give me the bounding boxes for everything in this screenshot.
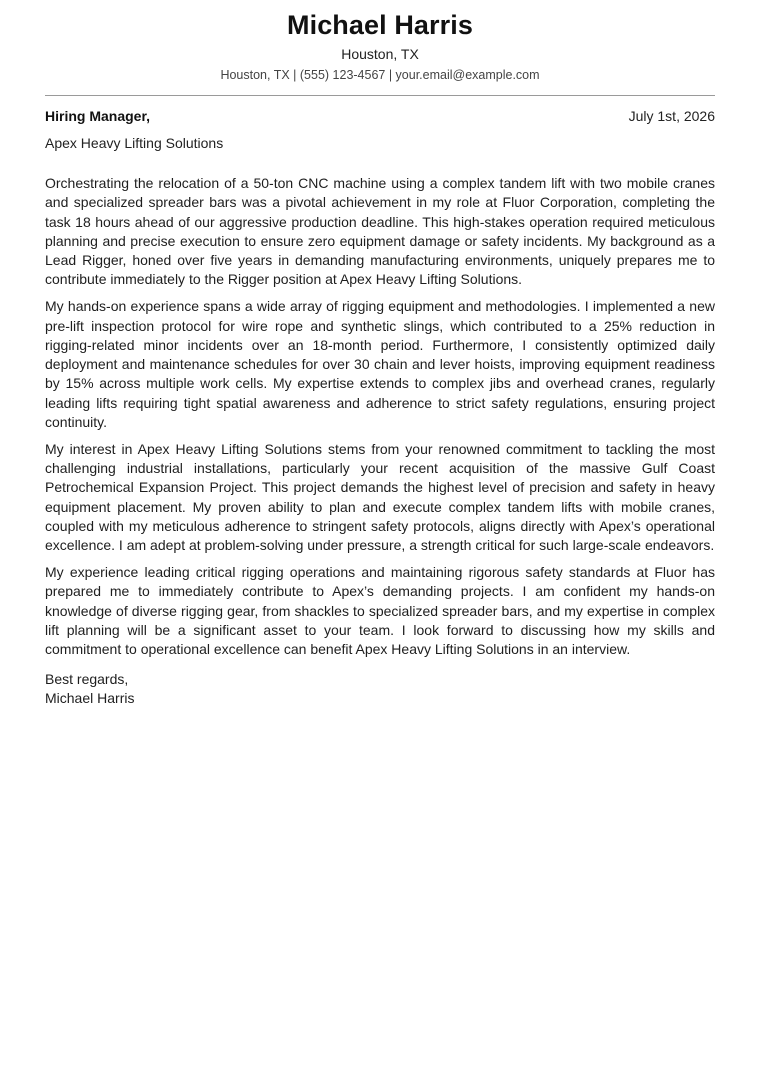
- letter-date: July 1st, 2026: [628, 108, 715, 124]
- letter-meta-row: [45, 107, 715, 126]
- signature-name: Michael Harris: [45, 689, 135, 706]
- applicant-location: Houston, TX: [341, 46, 419, 62]
- closing-phrase: Best regards,: [45, 670, 129, 687]
- letter-header: [45, 8, 715, 84]
- body-paragraph: My hands-on experience spans a wide array of rigging equipment and methodologies. I implemented a new pre-lift inspection protocol for wire rope and synthetic slings, which contributed to a 25% reduction in rigging-related minor incidents over an 18-month period. Furthermore, I consistently optimized daily deployment and maintenance schedules for over 30 chain and lever hoists, improving equipment readiness by 15% across multiple work cells. My expertise extends to complex jibs and overhead cranes, regularly leading lifts requiring tight spatial awareness and adherence to strict safety regulations, ensuring project continuity.: [45, 298, 715, 431]
- letter-body: [45, 174, 715, 660]
- applicant-contact: Houston, TX | (555) 123-4567 | your.email@example.com: [220, 68, 540, 82]
- body-paragraph: Orchestrating the relocation of a 50-ton CNC machine using a complex tandem lift with two mobile cranes and specialized spreader bars was a pivotal achievement in my role at Fluor Corporation, completing the task 18 hours ahead of our aggressive production deadline. This high-stakes operation required meticulous planning and precise execution to ensure zero equipment damage or safety incidents. My background as a Lead Rigger, honed over five years in demanding manufacturing environments, uniquely prepares me to contribute immediately to the Rigger position at Apex Heavy Lifting Solutions.: [45, 175, 715, 288]
- recipient-salutation: Hiring Manager,: [45, 108, 151, 124]
- body-paragraph: My experience leading critical rigging operations and maintaining rigorous safety standards at Fluor has prepared me to immediately contribute to Apex’s demanding projects. I am confident my hands-on knowledge of diverse rigging gear, from shackles to specialized spreader bars, and my expertise in complex lift planning will be a significant asset to your team. I look forward to discussing how my skills and commitment to operational excellence can benefit Apex Heavy Lifting Solutions in an interview.: [45, 564, 715, 658]
- applicant-name: Michael Harris: [287, 10, 473, 40]
- header-divider: [45, 95, 715, 96]
- recipient-company: Apex Heavy Lifting Solutions: [45, 135, 224, 151]
- letter-closing: [45, 670, 715, 709]
- body-paragraph: My interest in Apex Heavy Lifting Solutions stems from your renowned commitment to tackling the most challenging industrial installations, particularly your recent acquisition of the massive Gulf Coast Petrochemical Expansion Project. This project demands the highest level of precision and safety in heavy equipment placement. My proven ability to plan and execute complex tandem lifts with mobile cranes, coupled with my meticulous adherence to stringent safety protocols, aligns directly with Apex’s operational excellence. I am adept at problem-solving under pressure, a strength critical for such large-scale endeavors.: [45, 440, 715, 554]
